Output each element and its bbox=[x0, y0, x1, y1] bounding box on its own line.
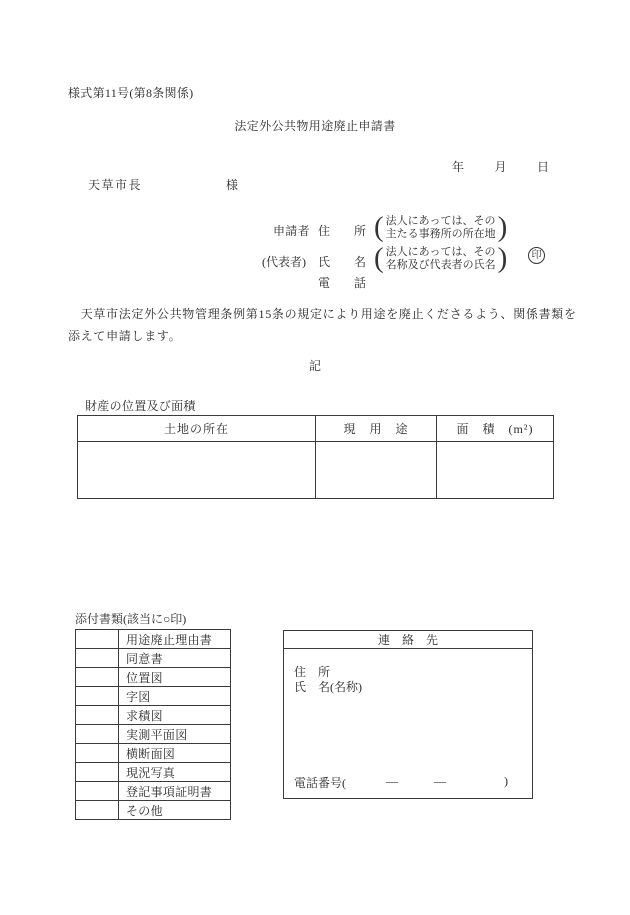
attachments-table bbox=[75, 629, 231, 820]
attachment-row bbox=[76, 706, 231, 725]
attachment-row bbox=[76, 687, 231, 706]
attachment-row bbox=[76, 763, 231, 782]
date-year-label: 年 bbox=[452, 160, 465, 174]
attachment-mark-cell bbox=[76, 706, 119, 725]
statement-line2: 添えて申請します。 bbox=[68, 329, 182, 343]
attachment-item-label: 字図 bbox=[119, 687, 231, 706]
contact-address-label: 住 所 bbox=[294, 665, 331, 679]
attachment-item-label: 登記事項証明書 bbox=[119, 782, 231, 801]
contact-body bbox=[284, 649, 532, 798]
attachment-row bbox=[76, 801, 231, 820]
open-bracket: ( bbox=[374, 211, 384, 243]
date-line bbox=[452, 158, 549, 175]
attachment-mark-cell bbox=[76, 725, 119, 744]
attachment-row bbox=[76, 725, 231, 744]
phone-dash-2: ― bbox=[434, 774, 446, 788]
attachment-item-label: 横断面図 bbox=[119, 744, 231, 763]
applicant-phone-label: 電 話 bbox=[318, 276, 367, 290]
applicant-address-note bbox=[374, 211, 508, 243]
addressee-name: 天草市長 bbox=[88, 178, 143, 192]
attachment-mark-cell bbox=[76, 744, 119, 763]
phone-dash-1: ― bbox=[386, 774, 398, 788]
property-header-row bbox=[78, 416, 554, 442]
contact-box bbox=[283, 630, 533, 799]
address-note-line2: 主たる事務所の所在地 bbox=[385, 227, 496, 240]
attachments-caption: 添付書類(該当に○印) bbox=[75, 612, 187, 626]
applicant-label: 申請者 bbox=[273, 224, 310, 238]
attachment-item-label: 現況写真 bbox=[119, 763, 231, 782]
cell-land-location bbox=[78, 442, 316, 499]
attachment-mark-cell bbox=[76, 801, 119, 820]
col-header-current-use: 現 用 途 bbox=[316, 416, 437, 442]
property-table bbox=[77, 415, 554, 499]
ki-separator: 記 bbox=[308, 359, 321, 373]
attachment-row bbox=[76, 630, 231, 649]
cell-area bbox=[437, 442, 554, 499]
col-header-area: 面 積 (m²) bbox=[437, 416, 554, 442]
attachment-item-label: 用途廃止理由書 bbox=[119, 630, 231, 649]
close-bracket: ) bbox=[497, 211, 508, 243]
col-header-land-location: 土地の所在 bbox=[78, 416, 316, 442]
name-note-line1: 法人にあっては、その bbox=[385, 245, 496, 258]
applicant-name-note bbox=[374, 242, 508, 274]
contact-title: 連 絡 先 bbox=[284, 631, 532, 649]
attachment-mark-cell bbox=[76, 630, 119, 649]
representative-label: (代表者) bbox=[262, 255, 306, 269]
name-note-line2: 名称及び代表者の氏名 bbox=[385, 258, 496, 271]
applicant-address-label: 住 所 bbox=[318, 224, 367, 238]
attachment-item-label: 同意書 bbox=[119, 649, 231, 668]
address-note-line1: 法人にあっては、その bbox=[385, 214, 496, 227]
attachment-item-label: その他 bbox=[119, 801, 231, 820]
date-day-label: 日 bbox=[536, 160, 549, 174]
addressee-honorific: 様 bbox=[226, 178, 239, 192]
attachment-item-label: 位置図 bbox=[119, 668, 231, 687]
attachment-item-label: 求積図 bbox=[119, 706, 231, 725]
contact-name-label: 氏 名(名称) bbox=[294, 680, 362, 694]
date-month-label: 月 bbox=[494, 160, 507, 174]
statement-line1: 天草市法定外公共物管理条例第15条の規定により用途を廃止くださるよう、関係書類を bbox=[68, 307, 577, 321]
seal-mark: 印 bbox=[528, 247, 545, 264]
attachment-mark-cell bbox=[76, 649, 119, 668]
application-statement bbox=[68, 303, 578, 347]
attachment-mark-cell bbox=[76, 782, 119, 801]
applicant-name-label: 氏 名 bbox=[318, 255, 367, 269]
attachment-mark-cell bbox=[76, 668, 119, 687]
close-bracket: ) bbox=[497, 242, 508, 274]
cell-current-use bbox=[316, 442, 437, 499]
contact-phone-prefix: 電話番号( bbox=[294, 776, 346, 790]
attachment-row bbox=[76, 649, 231, 668]
attachment-mark-cell bbox=[76, 687, 119, 706]
open-bracket: ( bbox=[374, 242, 384, 274]
property-data-row bbox=[78, 442, 554, 499]
attachment-item-label: 実測平面図 bbox=[119, 725, 231, 744]
form-number: 様式第11号(第8条関係) bbox=[68, 86, 194, 100]
attachment-row bbox=[76, 744, 231, 763]
attachment-mark-cell bbox=[76, 763, 119, 782]
attachment-row bbox=[76, 668, 231, 687]
attachment-row bbox=[76, 782, 231, 801]
contact-phone-suffix: ) bbox=[504, 774, 508, 788]
property-table-caption: 財産の位置及び面積 bbox=[85, 399, 196, 413]
document-title: 法定外公共物用途廃止申請書 bbox=[234, 119, 396, 133]
